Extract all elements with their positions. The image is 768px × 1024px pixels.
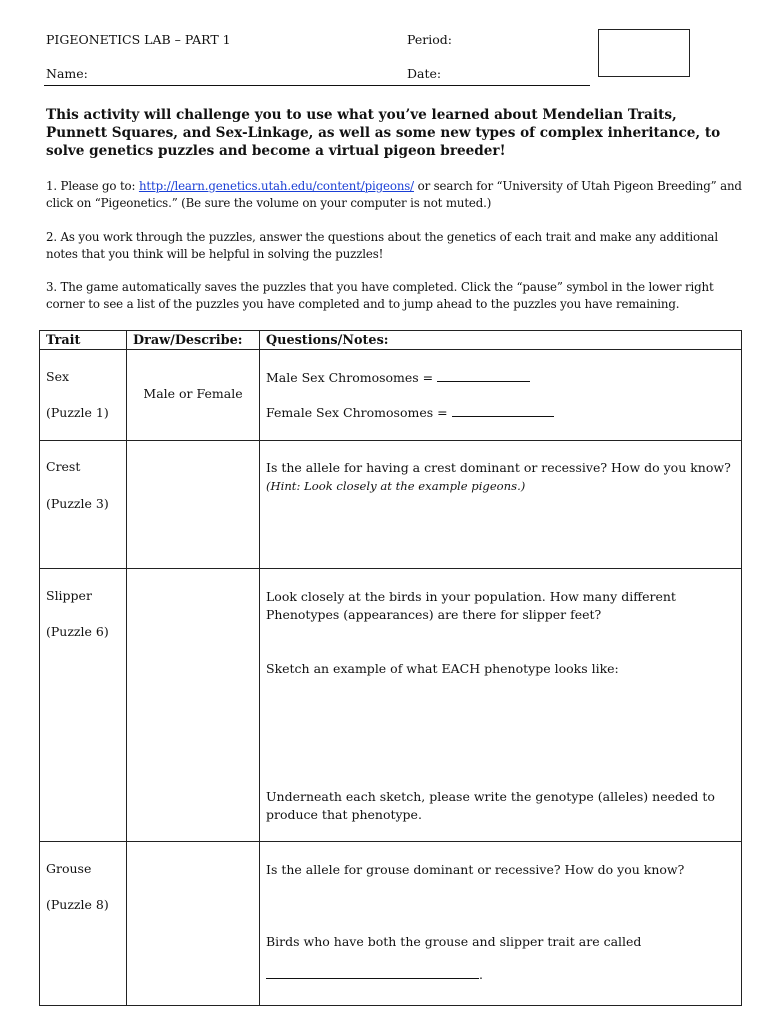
table-row-grouse <box>40 842 742 1006</box>
answer-blank[interactable] <box>437 370 530 382</box>
worksheet-title: PIGEONETICS LAB – PART 1 <box>46 32 231 47</box>
score-box <box>598 29 690 77</box>
question-text: Underneath each sketch, please write the genotype (alleles) needed to produce that phenotype. <box>266 789 715 822</box>
question-text: Look closely at the birds in your population. How many different Phenotypes (appearances) are there for slipper feet? <box>266 589 676 622</box>
table-row-sex <box>40 350 742 441</box>
period-label: Period: <box>407 32 452 47</box>
intro-paragraph: This activity will challenge you to use what you’ve learned about Mendelian Traits, Punnett Squares, and Sex-Linkage, as well as some new types of complex inheritance, to solve genetics puzzles and become a virtual pigeon breeder! <box>46 107 721 159</box>
traits-table <box>39 330 742 1006</box>
trait-puzzle: (Puzzle 1) <box>46 405 109 420</box>
table-row-crest <box>40 441 742 569</box>
draw-describe-cell[interactable] <box>127 842 260 1006</box>
questions-cell[interactable] <box>260 350 742 441</box>
name-label: Name: <box>46 66 88 81</box>
trait-cell <box>40 842 127 1006</box>
answer-blank[interactable] <box>266 967 479 979</box>
step-2: 2. As you work through the puzzles, answer the questions about the genetics of each trait and make any additional notes that you think will be helpful in solving the puzzles! <box>46 230 718 261</box>
draw-describe-cell[interactable] <box>127 569 260 842</box>
question-text: Female Sex Chromosomes = <box>266 404 731 422</box>
period-mark: . <box>479 967 483 982</box>
question-text: Is the allele for having a crest dominant or recessive? How do you know? (Hint: Look closely at the example pigeons.) <box>266 460 731 493</box>
questions-cell[interactable] <box>260 441 742 569</box>
step-1 <box>46 178 746 212</box>
sex-describe-text: Male or Female <box>143 386 243 401</box>
draw-describe-cell[interactable] <box>127 441 260 569</box>
hint-text: (Hint: Look closely at the example pigeons.) <box>266 479 526 493</box>
header-draw-describe: Draw/Describe: <box>127 331 260 350</box>
trait-name: Slipper <box>46 588 92 603</box>
question-text: Is the allele for grouse dominant or recessive? How do you know? <box>266 862 685 877</box>
table-row-slipper <box>40 569 742 842</box>
trait-name: Grouse <box>46 861 92 876</box>
answer-line-wrap <box>266 966 731 984</box>
trait-puzzle: (Puzzle 8) <box>46 897 109 912</box>
trait-name: Sex <box>46 369 70 384</box>
trait-puzzle: (Puzzle 6) <box>46 624 109 639</box>
question-text: Birds who have both the grouse and slipper trait are called <box>266 934 642 949</box>
header-questions-notes: Questions/Notes: <box>260 331 742 350</box>
trait-name: Crest <box>46 459 81 474</box>
trait-cell <box>40 350 127 441</box>
draw-describe-cell[interactable] <box>127 350 260 441</box>
header-trait: Trait <box>40 331 127 350</box>
questions-cell[interactable] <box>260 569 742 842</box>
trait-puzzle: (Puzzle 3) <box>46 496 109 511</box>
trait-cell <box>40 441 127 569</box>
question-text: Male Sex Chromosomes = <box>266 369 731 387</box>
trait-cell <box>40 569 127 842</box>
date-label: Date: <box>407 66 442 81</box>
header-rule <box>44 85 590 86</box>
step-1-suffix: or search for “University of Utah Pigeon Breeding” and click on “Pigeonetics.” (Be sure the volume on your computer is not muted.) <box>46 179 742 210</box>
answer-blank[interactable] <box>452 405 554 417</box>
questions-cell[interactable] <box>260 842 742 1006</box>
step-1-prefix: 1. Please go to: <box>46 179 139 193</box>
pigeons-link[interactable]: http://learn.genetics.utah.edu/content/pigeons/ <box>138 179 415 193</box>
step-3: 3. The game automatically saves the puzzles that you have completed. Click the “pause” symbol in the lower right corner to see a list of the puzzles you have completed and to jump ahead to the puzzles you have remaining. <box>46 280 714 311</box>
question-text: Sketch an example of what EACH phenotype looks like: <box>266 661 619 676</box>
